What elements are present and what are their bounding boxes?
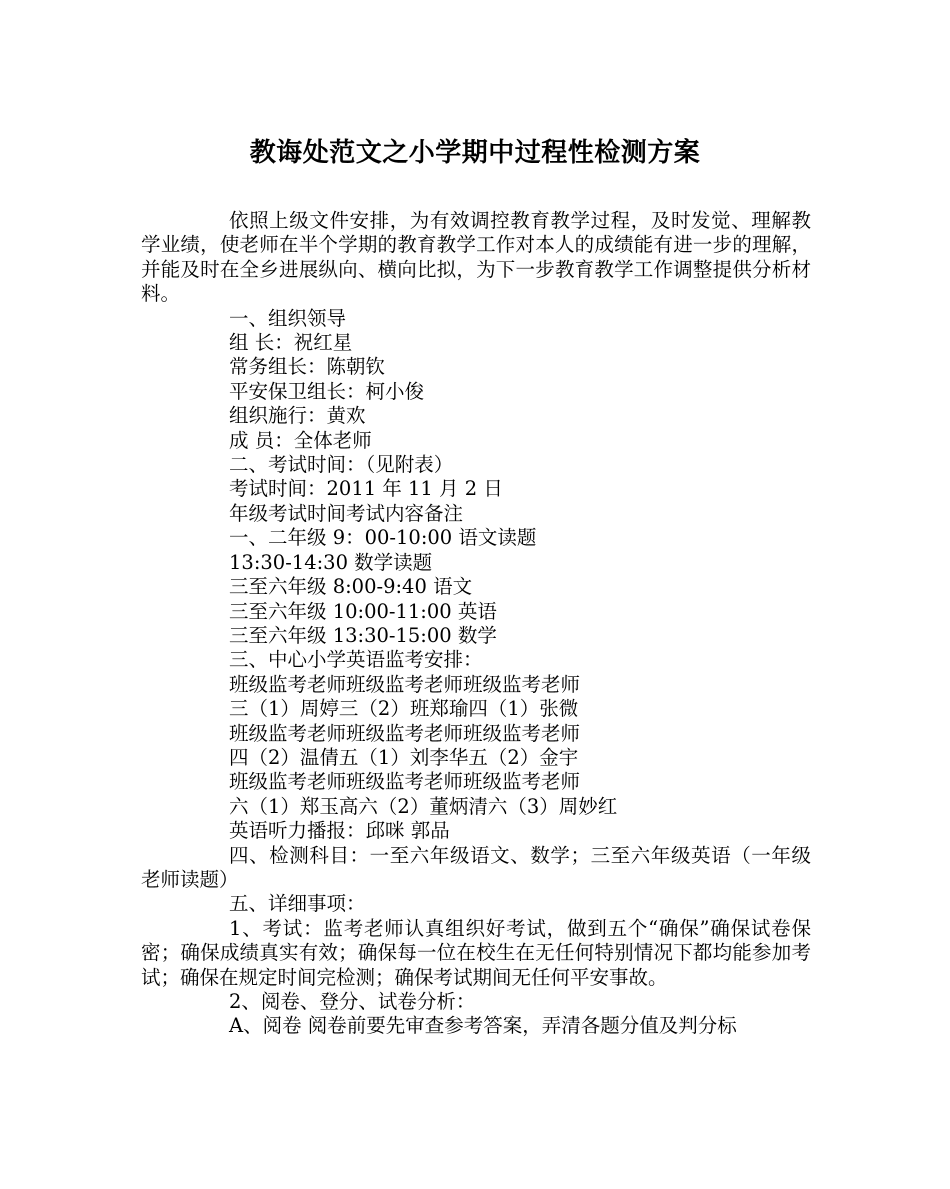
line-leader: 组 长：祝红星 bbox=[229, 331, 353, 355]
line-schedule-3: 三至六年级 8:00-9:40 语文 bbox=[229, 575, 473, 599]
line-members: 成 员：全体老师 bbox=[229, 428, 372, 452]
line-proctor-header-3: 班级监考老师班级监考老师班级监考老师 bbox=[229, 770, 581, 794]
line-proctor-row-3: 六（1）郑玉高六（2）董炳清六（3）周妙红 bbox=[229, 794, 618, 818]
line-schedule-1: 一、二年级 9：00-10:00 语文读题 bbox=[229, 526, 537, 550]
line-time-heading: 二、考试时间：（见附表） bbox=[229, 453, 454, 477]
section5-heading: 五、详细事项： bbox=[229, 892, 366, 916]
itemA-paragraph: A、阅卷 阅卷前要先审查参考答案，弄清各题分值及判分标 bbox=[229, 1014, 737, 1038]
line-proctor-header-2: 班级监考老师班级监考老师班级监考老师 bbox=[229, 721, 581, 745]
intro-paragraph: 依照上级文件安排，为有效调控教育教学过程，及时发觉、理解教学业绩，使老师在半个学期的教育教学工作对本人的成绩能有进一步的理解，并能及时在全乡进展纵向、横向比拟，为下一步教育教学工作调整提供分析材料。 bbox=[141, 209, 811, 306]
document-body bbox=[141, 209, 811, 1039]
line-proctor-header-1: 班级监考老师班级监考老师班级监考老师 bbox=[229, 672, 581, 696]
line-proctor-row-2: 四（2）温倩五（1）刘李华五（2）金宇 bbox=[229, 745, 579, 769]
item1-paragraph: 1、考试：监考老师认真组织好考试，做到五个“确保”确保试卷保密；确保成绩真实有效；确保每一位在校生在无任何特别情况下都均能参加考试；确保在规定时间完检测；确保考试期间无任何平安事故。 bbox=[141, 916, 811, 989]
line-schedule-4: 三至六年级 10:00-11:00 英语 bbox=[229, 599, 497, 623]
line-safety-leader: 平安保卫组长：柯小俊 bbox=[229, 379, 425, 403]
line-schedule-header: 年级考试时间考试内容备注 bbox=[229, 501, 464, 525]
item2-heading: 2、阅卷、登分、试卷分析： bbox=[229, 990, 476, 1013]
line-organizer: 组织施行：黄欢 bbox=[229, 404, 366, 428]
document-title: 教诲处范文之小学期中过程性检测方案 bbox=[249, 138, 701, 168]
line-org-heading: 一、组织领导 bbox=[229, 306, 347, 330]
line-schedule-5: 三至六年级 13:30-15:00 数学 bbox=[229, 623, 497, 647]
line-proctor-row-1: 三（1）周婷三（2）班郑瑜四（1）张微 bbox=[229, 697, 579, 721]
section4-paragraph: 四、检测科目：一至六年级语文、数学；三至六年级英语（一年级老师读题） bbox=[141, 843, 811, 891]
line-exam-date: 考试时间：2011 年 11 月 2 日 bbox=[229, 477, 503, 501]
line-exec-leader: 常务组长：陈朝钦 bbox=[229, 355, 386, 379]
line-schedule-2: 13:30-14:30 数学读题 bbox=[229, 550, 433, 574]
line-listening-broadcast: 英语听力播报：邱咪 郭品 bbox=[229, 819, 450, 843]
line-proctor-heading: 三、中心小学英语监考安排： bbox=[229, 648, 483, 672]
